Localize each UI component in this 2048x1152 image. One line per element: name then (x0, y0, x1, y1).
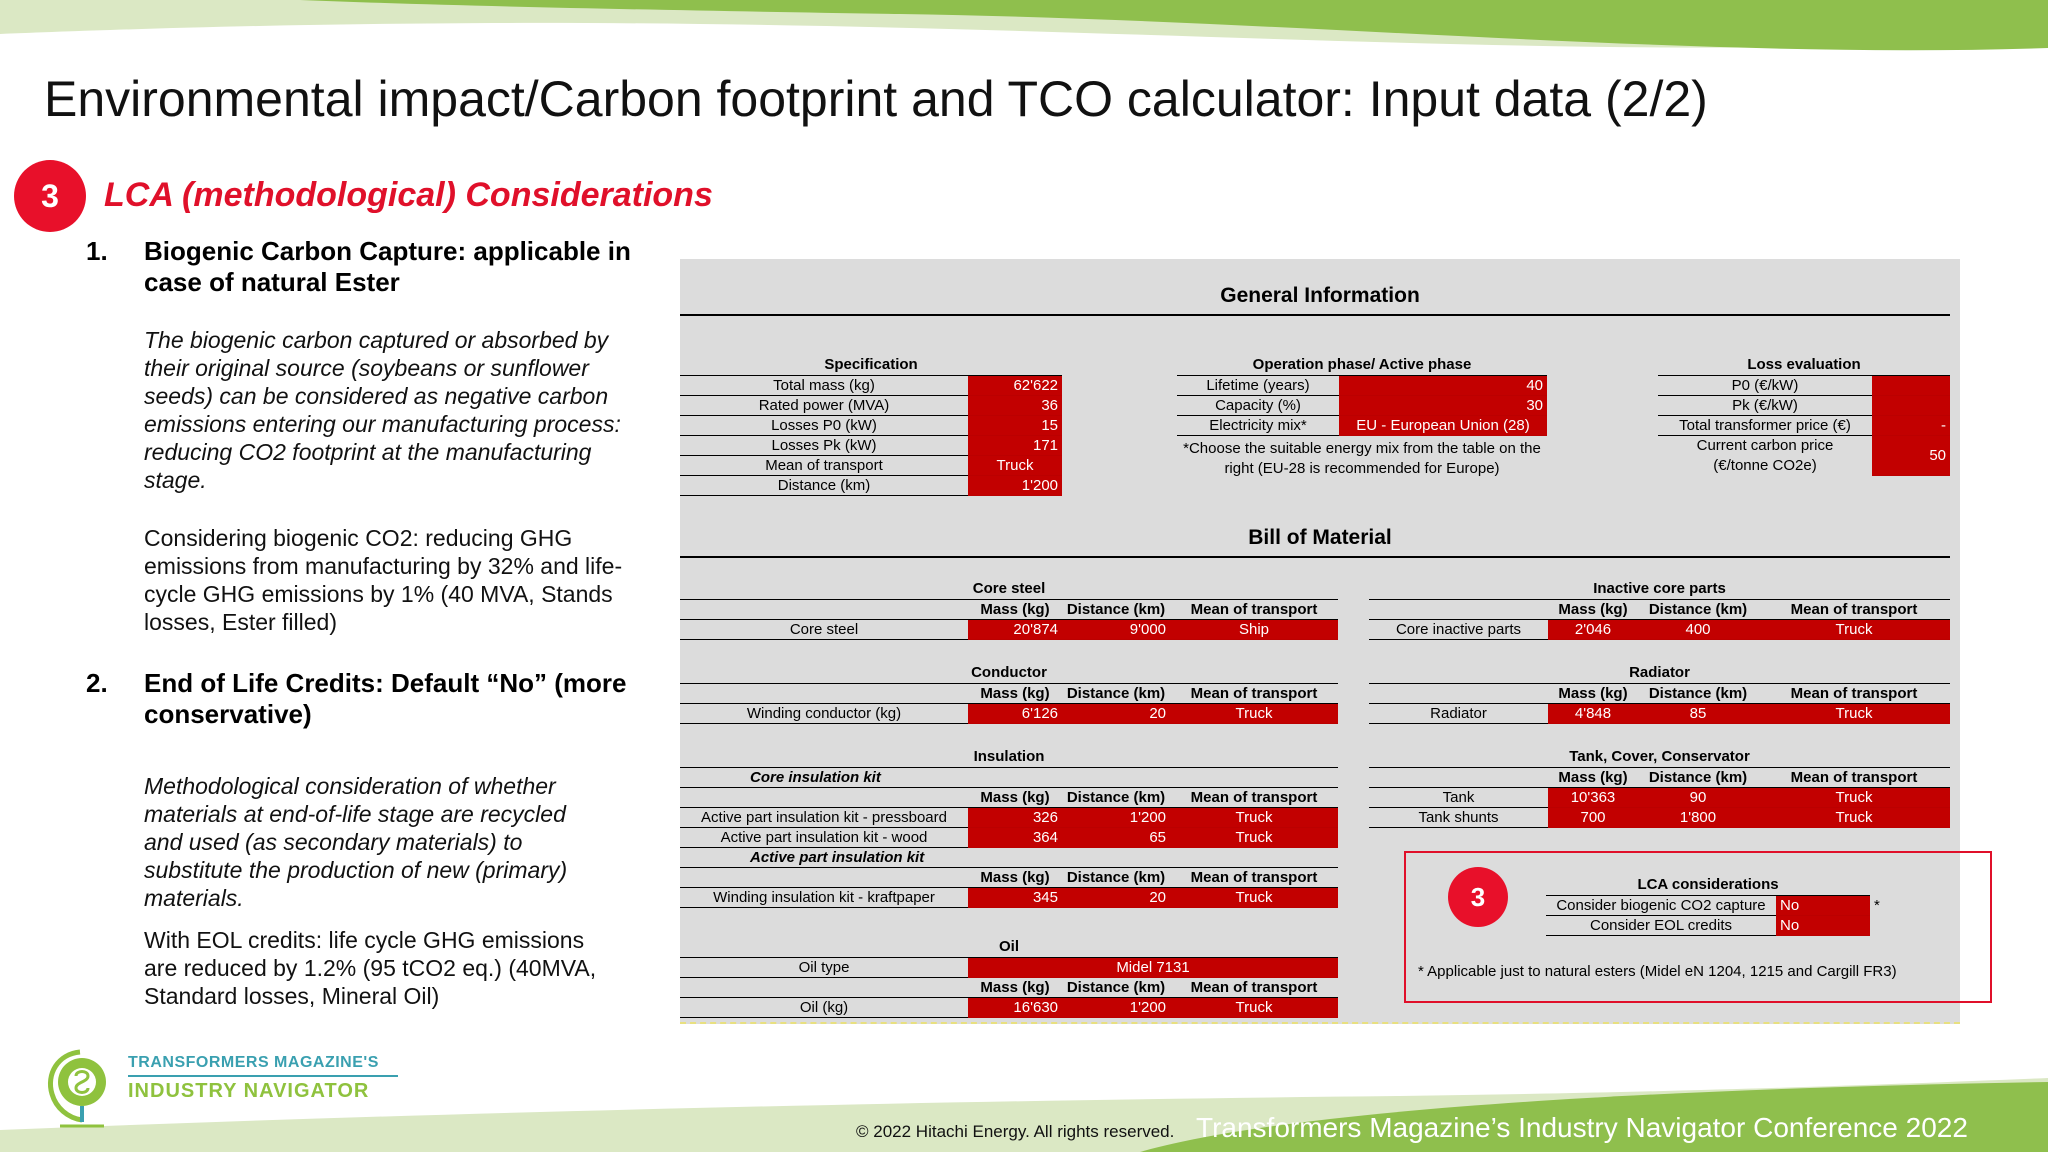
electricity-mix-select[interactable]: EU - European Union (28) (1339, 415, 1547, 435)
table-row (1177, 415, 1547, 435)
table-title: Loss evaluation (1658, 355, 1950, 375)
blank-cell (1369, 599, 1548, 619)
oil-type-select[interactable]: Midel 7131 (968, 957, 1338, 977)
table-row (1658, 415, 1950, 435)
transport-select[interactable]: Truck (1758, 703, 1950, 723)
column-header: Mass (kg) (968, 977, 1062, 997)
table-row (680, 455, 1062, 475)
lca-footnote: * Applicable just to natural esters (Midel eN 1204, 1215 and Cargill FR3) (1418, 963, 1897, 980)
mass-input[interactable]: 700 (1548, 807, 1638, 827)
mass-input[interactable]: 6'126 (968, 703, 1062, 723)
lifetime-input[interactable]: 40 (1339, 375, 1547, 395)
table-title: Operation phase/ Active phase (1177, 355, 1547, 375)
column-header: Distance (km) (1638, 683, 1758, 703)
energy-mix-note: *Choose the suitable energy mix from the table on the right (EU-28 is recommended for Europe) (1183, 440, 1541, 477)
column-header: Mean of transport (1170, 787, 1338, 807)
column-header: Mean of transport (1758, 683, 1950, 703)
subgroup-title: Core insulation kit (680, 767, 1338, 787)
column-header: Distance (km) (1062, 977, 1170, 997)
transport-select[interactable]: Truck (1170, 887, 1338, 907)
total-mass-input[interactable]: 62'622 (968, 375, 1062, 395)
row-label: Electricity mix* (1177, 415, 1339, 435)
row-label: (€/tonne CO2e) (1713, 456, 1817, 474)
table-row (680, 475, 1062, 495)
blank-cell (680, 683, 968, 703)
table-row (1177, 395, 1547, 415)
row-label: Oil (kg) (680, 997, 968, 1017)
capacity-input[interactable]: 30 (1339, 395, 1547, 415)
distance-input[interactable]: 20 (1062, 887, 1170, 907)
transport-select[interactable]: Truck (1758, 787, 1950, 807)
distance-input[interactable]: 85 (1638, 703, 1758, 723)
distance-input[interactable]: 9'000 (1062, 619, 1170, 639)
column-header: Mass (kg) (1548, 599, 1638, 619)
row-label: Total transformer price (€) (1658, 415, 1872, 435)
blank-cell (1369, 767, 1548, 787)
calculator-sheet (680, 259, 1960, 1024)
total-price-cell[interactable]: - (1872, 415, 1950, 435)
row-label: Total mass (kg) (680, 375, 968, 395)
losses-p0-input[interactable]: 15 (968, 415, 1062, 435)
row-label: Mean of transport (680, 455, 968, 475)
column-header: Mass (kg) (968, 599, 1062, 619)
logo-divider (128, 1075, 398, 1077)
row-label: Oil type (680, 957, 968, 977)
eol-description: Methodological consideration of whether materials at end-of-life stage are recycled and used (as secondary materials) to substitute the production of new (primary) materials. (144, 773, 568, 911)
carbon-price-input[interactable]: 50 (1872, 435, 1950, 475)
lca-considerations-box (1404, 851, 1992, 1003)
column-header: Mass (kg) (968, 683, 1062, 703)
mass-input[interactable]: 364 (968, 827, 1062, 847)
table-title: Core steel (680, 579, 1338, 599)
column-header: Mean of transport (1758, 767, 1950, 787)
table-row (1369, 787, 1950, 807)
column-header: Distance (km) (1638, 767, 1758, 787)
table-title: Tank, Cover, Conservator (1369, 747, 1950, 767)
table-row (1658, 395, 1950, 415)
table-title: Inactive core parts (1369, 579, 1950, 599)
eol-credits-select[interactable]: No (1776, 915, 1870, 935)
conductor-table (680, 663, 1338, 724)
blank-cell (680, 787, 968, 807)
table-row (680, 997, 1338, 1017)
mass-input[interactable]: 20'874 (968, 619, 1062, 639)
distance-input[interactable]: 1'800 (1638, 807, 1758, 827)
list-number: 2. (86, 668, 108, 698)
column-header: Distance (km) (1062, 683, 1170, 703)
column-header: Mean of transport (1170, 599, 1338, 619)
distance-input[interactable]: 400 (1638, 619, 1758, 639)
distance-input[interactable]: 1'200 (968, 475, 1062, 495)
table-row (1546, 895, 1870, 915)
row-label: Current carbon price (1696, 436, 1834, 454)
table-row (680, 395, 1062, 415)
industry-navigator-logo-icon (38, 1042, 138, 1128)
specification-table (680, 355, 1062, 496)
column-header: Distance (km) (1062, 867, 1170, 887)
mass-input[interactable]: 4'848 (1548, 703, 1638, 723)
biogenic-capture-select[interactable]: No (1776, 895, 1870, 915)
insulation-table (680, 747, 1338, 908)
row-label: Core steel (680, 619, 968, 639)
distance-input[interactable]: 65 (1062, 827, 1170, 847)
inactive-core-table (1369, 579, 1950, 640)
blank-cell (1369, 683, 1548, 703)
mass-input[interactable]: 2'046 (1548, 619, 1638, 639)
table-row (1369, 619, 1950, 639)
column-header: Distance (km) (1638, 599, 1758, 619)
conference-title: Transformers Magazine’s Industry Navigator Conference 2022 (1196, 1112, 1968, 1143)
blank-cell (680, 867, 968, 887)
table-row (680, 957, 1338, 977)
transport-select[interactable]: Truck (1758, 619, 1950, 639)
logo-text-top: TRANSFORMERS MAGAZINE'S (128, 1054, 379, 1071)
row-label: Pk (€/kW) (1658, 395, 1872, 415)
distance-input[interactable]: 90 (1638, 787, 1758, 807)
table-title: Radiator (1369, 663, 1950, 683)
biogenic-description: The biogenic carbon captured or absorbed by their original source (soybeans or sunflower seeds) can be considered as negative carbon emissions entering our manufacturing process: reducing CO2 footprint at the manufacturing stage. (144, 327, 621, 493)
row-label: Active part insulation kit - wood (680, 827, 968, 847)
table-row (680, 887, 1338, 907)
oil-table (680, 937, 1338, 1018)
list-item-title: End of Life Credits: Default “No” (more conservative) (144, 668, 627, 729)
distance-input[interactable]: 1'200 (1062, 997, 1170, 1017)
list-number: 1. (86, 236, 108, 266)
row-label: Active part insulation kit - pressboard (680, 807, 968, 827)
table-row (680, 827, 1338, 847)
divider (680, 556, 1950, 558)
distance-input[interactable]: 20 (1062, 703, 1170, 723)
mass-input[interactable]: 16'630 (968, 997, 1062, 1017)
row-label: Tank shunts (1369, 807, 1548, 827)
table-row (1546, 915, 1870, 935)
table-row (1658, 375, 1950, 395)
column-header: Distance (km) (1062, 599, 1170, 619)
table-row (680, 619, 1338, 639)
column-header: Mean of transport (1170, 683, 1338, 703)
general-info-heading: General Information (1220, 284, 1420, 307)
rated-power-input[interactable]: 36 (968, 395, 1062, 415)
row-label: P0 (€/kW) (1658, 375, 1872, 395)
column-header: Mass (kg) (1548, 767, 1638, 787)
p0-price-input[interactable] (1872, 375, 1950, 395)
loss-evaluation-table (1658, 355, 1950, 476)
column-header: Mass (kg) (968, 787, 1062, 807)
biogenic-impact-text: Considering biogenic CO2: reducing GHG emissions from manufacturing by 32% and life-cycle GHG emissions by 1% (40 MVA, Stands losses, Ester filled) (144, 525, 623, 635)
table-title: LCA considerations (1546, 875, 1870, 895)
column-header: Mass (kg) (968, 867, 1062, 887)
lca-table (1546, 875, 1870, 936)
distance-input[interactable]: 1'200 (1062, 807, 1170, 827)
radiator-table (1369, 663, 1950, 724)
table-row (1658, 435, 1950, 455)
table-row (680, 375, 1062, 395)
table-row (680, 807, 1338, 827)
transport-select[interactable]: Truck (1170, 703, 1338, 723)
mass-input[interactable]: 345 (968, 887, 1062, 907)
logo-text-bottom: INDUSTRY NAVIGATOR (128, 1080, 370, 1102)
column-header: Distance (km) (1062, 787, 1170, 807)
transport-select[interactable]: Truck (1170, 997, 1338, 1017)
table-title: Conductor (680, 663, 1338, 683)
page-title: Environmental impact/Carbon footprint and TCO calculator: Input data (2/2) (44, 71, 1708, 127)
column-header: Mean of transport (1170, 977, 1338, 997)
table-row (1369, 807, 1950, 827)
table-title: Oil (680, 937, 1338, 957)
core-steel-table (680, 579, 1338, 640)
row-label: Tank (1369, 787, 1548, 807)
eol-impact-text: With EOL credits: life cycle GHG emissions are reduced by 1.2% (95 tCO2 eq.) (40MVA, Standard losses, Mineral Oil) (144, 927, 597, 1009)
row-label: Radiator (1369, 703, 1548, 723)
column-header: Mean of transport (1170, 867, 1338, 887)
transport-select[interactable]: Truck (1170, 807, 1338, 827)
footnote-mark: * (1874, 897, 1880, 914)
transport-select[interactable]: Ship (1170, 619, 1338, 639)
row-label: Distance (km) (680, 475, 968, 495)
subgroup-title: Active part insulation kit (680, 847, 1338, 867)
section-number-badge: 3 (14, 160, 86, 232)
row-label: Lifetime (years) (1177, 375, 1339, 395)
tank-table (1369, 747, 1950, 828)
row-label: Winding insulation kit - kraftpaper (680, 887, 968, 907)
row-label: Winding conductor (kg) (680, 703, 968, 723)
divider (680, 314, 1950, 316)
row-label: Consider biogenic CO2 capture (1546, 895, 1776, 915)
table-row (680, 415, 1062, 435)
bom-heading: Bill of Material (1248, 526, 1392, 549)
row-label: Consider EOL credits (1546, 915, 1776, 935)
lca-badge: 3 (1448, 867, 1508, 927)
column-header: Mass (kg) (1548, 683, 1638, 703)
table-row (680, 703, 1338, 723)
row-label: Rated power (MVA) (680, 395, 968, 415)
losses-pk-input[interactable]: 171 (968, 435, 1062, 455)
transport-select[interactable]: Truck (1170, 827, 1338, 847)
transport-select[interactable]: Truck (968, 455, 1062, 475)
section-heading: LCA (methodological) Considerations (104, 176, 713, 214)
blank-cell (680, 977, 968, 997)
blank-cell (680, 599, 968, 619)
table-row (1177, 375, 1547, 395)
column-header: Mean of transport (1758, 599, 1950, 619)
table-row (680, 435, 1062, 455)
top-green-band (0, 0, 2048, 70)
row-label: Capacity (%) (1177, 395, 1339, 415)
mass-input[interactable]: 10'363 (1548, 787, 1638, 807)
table-title: Specification (680, 355, 1062, 375)
list-item-title: Biogenic Carbon Capture: applicable in case of natural Ester (144, 236, 631, 297)
mass-input[interactable]: 326 (968, 807, 1062, 827)
row-label: Losses P0 (kW) (680, 415, 968, 435)
table-row (1369, 703, 1950, 723)
row-label: Core inactive parts (1369, 619, 1548, 639)
row-label: Losses Pk (kW) (680, 435, 968, 455)
transport-select[interactable]: Truck (1758, 807, 1950, 827)
operation-table (1177, 355, 1547, 436)
copyright-text: © 2022 Hitachi Energy. All rights reserved. (856, 1122, 1175, 1141)
table-title: Insulation (680, 747, 1338, 767)
pk-price-input[interactable] (1872, 395, 1950, 415)
